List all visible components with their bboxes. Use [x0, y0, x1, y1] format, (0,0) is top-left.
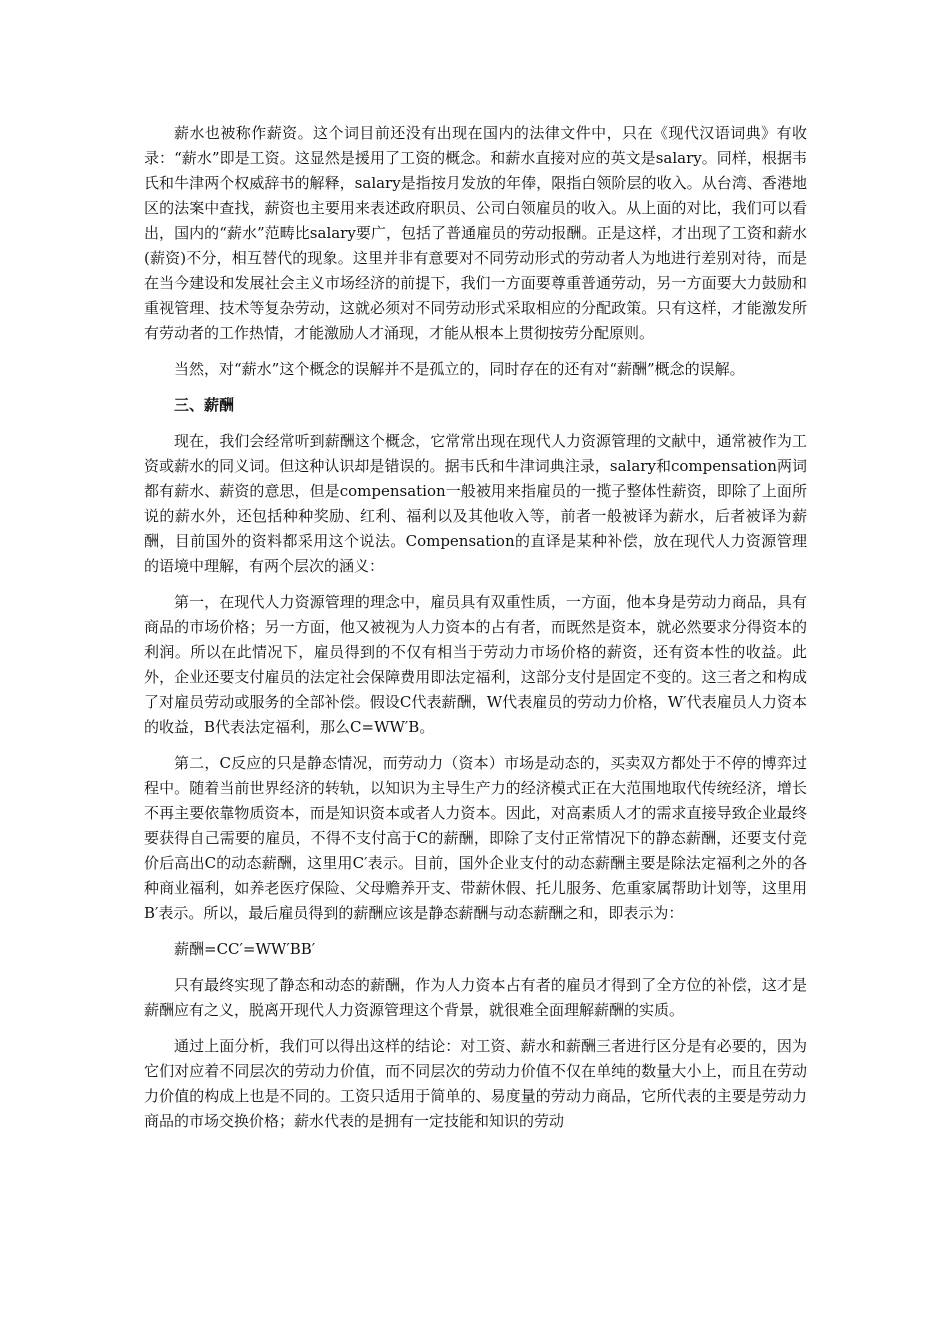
paragraph-first-level: 第一，在现代人力资源管理的理念中，雇员具有双重性质，一方面，他本身是劳动力商品，具有商品的市场价格；另一方面，他又被视为人力资本的占有者，而既然是资本，就必然要求分得资本的利润。所以在此情况下，雇员得到的不仅有相当于劳动力市场价格的薪资，还有资本性的收益。此外，企业还要支付雇员的法定社会保障费用即法定福利，这部分支付是固定不变的。这三者之和构成了对雇员劳动或服务的全部补偿。假设C代表薪酬，W代表雇员的劳动力价格，W′代表雇员人力资本的收益，B代表法定福利，那么C=WW′B。: [144, 593, 807, 736]
paragraph-conclusion: 通过上面分析，我们可以得出这样的结论：对工资、薪水和薪酬三者进行区分是有必要的，因为它们对应着不同层次的劳动力价值，而不同层次的劳动力价值不仅在单纯的数量大小上，而且在劳动力价值的构成上也是不同的。工资只适用于简单的、易度量的劳动力商品，它所代表的主要是劳动力商品的市场交换价格；薪水代表的是拥有一定技能和知识的劳动: [144, 1037, 807, 1130]
compensation-formula: 薪酬=CC′=WW′BB′: [174, 940, 316, 958]
paragraph-second-level: 第二，C反应的只是静态情况，而劳动力（资本）市场是动态的，买卖双方都处于不停的博弈过程中。随着当前世界经济的转轨，以知识为主导生产力的经济模式正在大范围地取代传统经济，增长不再主要依靠物质资本，而是知识资本或者人力资本。因此，对高素质人才的需求直接导致企业最终要获得自己需要的雇员，不得不支付高于C的薪酬，即除了支付正常情况下的静态薪酬，还要支付竞价后高出C的动态薪酬，这里用C′表示。目前，国外企业支付的动态薪酬主要是除法定福利之外的各种商业福利，如养老医疗保险、父母赡养开支、带薪休假、托儿服务、危重家属帮助计划等，这里用B′表示。所以，最后雇员得到的薪酬应该是静态薪酬与动态薪酬之和，即表示为：: [144, 754, 807, 922]
paragraph-full-compensation: 只有最终实现了静态和动态的薪酬，作为人力资本占有者的雇员才得到了全方位的补偿，这才是薪酬应有之义，脱离开现代人力资源管理这个背景，就很难全面理解薪酬的实质。: [144, 976, 807, 1019]
paragraph-misunderstanding: 当然，对“薪水”这个概念的误解并不是孤立的，同时存在的还有对“薪酬”概念的误解。: [174, 360, 745, 378]
paragraph-compensation-intro: 现在，我们会经常听到薪酬这个概念，它常常出现在现代人力资源管理的文献中，通常被作为工资或薪水的同义词。但这种认识却是错误的。据韦氏和牛津词典注录，salary和compensation两词都有薪水、薪资的意思，但是compensation一般被用来指雇员的一揽子整体性薪资，即除了上面所说的薪水外，还包括种种奖励、红利、福利以及其他收入等，前者一般被译为薪水，后者被译为薪酬，目前国外的资料都采用这个说法。Compensation的直译是某种补偿，放在现代人力资源管理的语境中理解，有两个层次的涵义：: [144, 432, 807, 575]
paragraph-salary-definition: 薪水也被称作薪资。这个词目前还没有出现在国内的法律文件中，只在《现代汉语词典》有收录：“薪水”即是工资。这显然是援用了工资的概念。和薪水直接对应的英文是salary。同样，根据韦氏和牛津两个权威辞书的解释，salary是指按月发放的年俸，限指白领阶层的收入。从台湾、香港地区的法案中查找，薪资也主要用来表述政府职员、公司白领雇员的收入。从上面的对比，我们可以看出，国内的“薪水”范畴比salary要广，包括了普通雇员的劳动报酬。正是这样，才出现了工资和薪水(薪资)不分，相互替代的现象。这里并非有意要对不同劳动形式的劳动者人为地进行差别对待，而是在当今建设和发展社会主义市场经济的前提下，我们一方面要尊重普通劳动，另一方面要大力鼓励和重视管理、技术等复杂劳动，这就必须对不同劳动形式采取相应的分配政策。只有这样，才能激发所有劳动者的工作热情，才能激励人才涌现，才能从根本上贯彻按劳分配原则。: [144, 124, 807, 342]
section-heading-compensation: 三、薪酬: [174, 396, 235, 414]
document-body: [144, 121, 807, 1145]
